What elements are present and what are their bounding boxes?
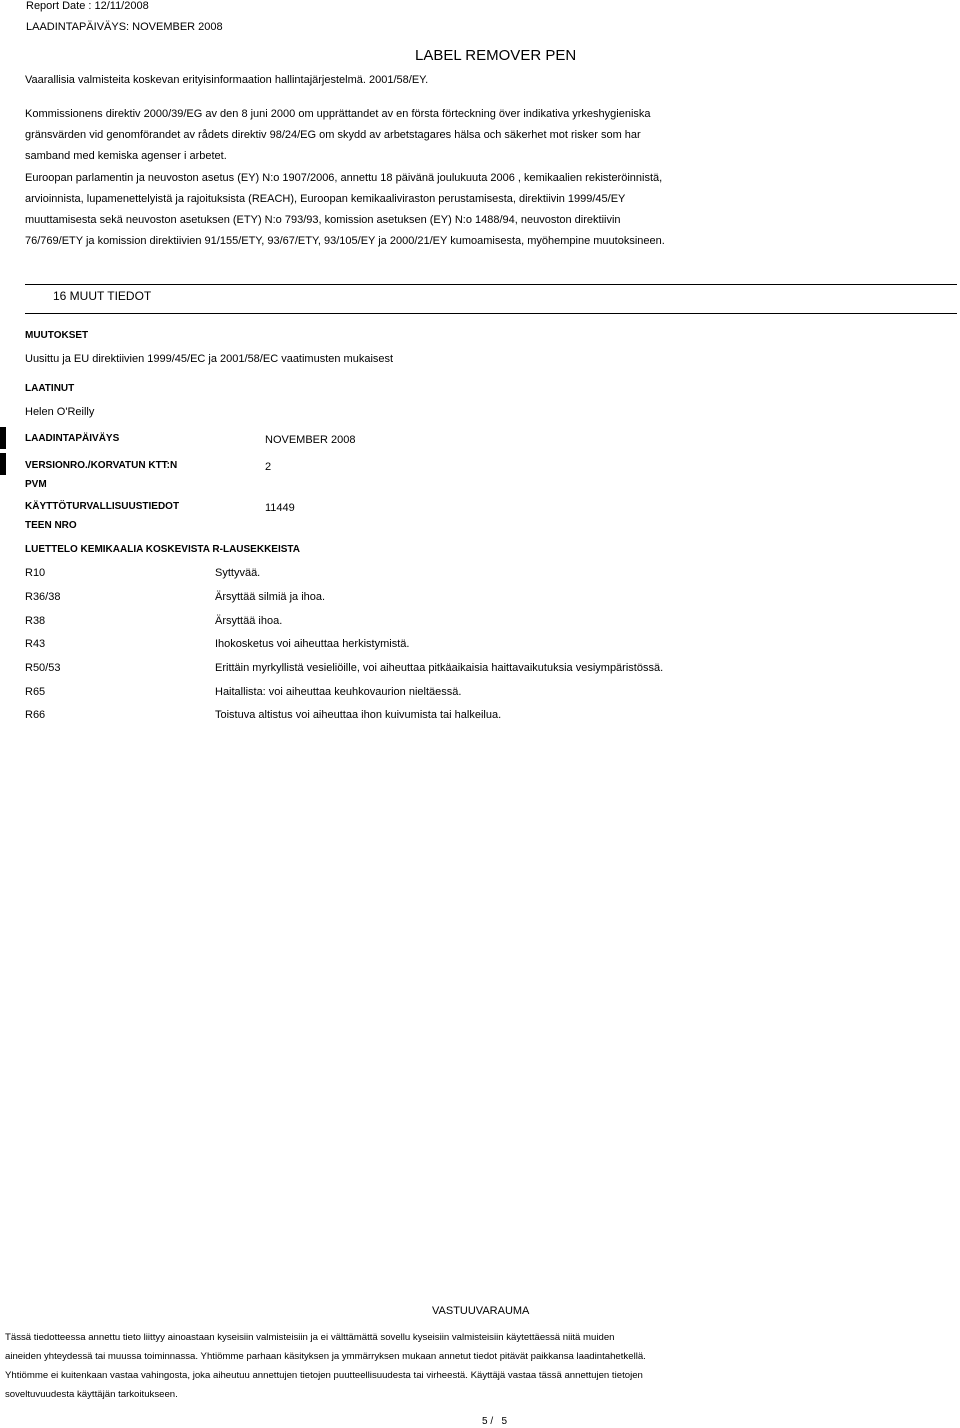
r-phrase-text: Haitallista: voi aiheuttaa keuhkovaurion nieltäessä.: [215, 686, 462, 698]
changes-text: Uusittu ja EU direktiivien 1999/45/EC ja 2001/58/EC vaatimusten mukaisest: [25, 353, 394, 365]
r-phrase-text: Ärsyttää ihoa.: [215, 615, 283, 627]
r-phrase-code: R36/38: [25, 591, 61, 603]
sds-number-label-line1: KÄYTTÖTURVALLISUUSTIEDOT: [25, 501, 180, 512]
version-label-line1: VERSIONRO./KORVATUN KTT:N: [25, 460, 178, 471]
r-phrase-text: Toistuva altistus voi aiheuttaa ihon kuivumista tai halkeilua.: [215, 709, 502, 721]
page-number: 5 / 5: [482, 1416, 508, 1427]
disclaimer-line: Tässä tiedotteessa annettu tieto liittyy ainoastaan kyseisiin valmisteisiin ja ei välttämättä sovellu kyseisiin valmisteisiin käytettäessä niitä muiden: [5, 1332, 615, 1343]
date-label: LAADINTAPÄIVÄYS: [25, 433, 120, 444]
version-label-line2: PVM: [25, 479, 47, 490]
regulation-line: Vaarallisia valmisteita koskevan erityisinformaation hallintajärjestelmä. 2001/58/EY.: [25, 74, 429, 86]
version-value: 2: [265, 461, 272, 473]
r-phrase-code: R65: [25, 686, 46, 698]
finnish-regulation-paragraph: Euroopan parlamentin ja neuvoston asetus (EY) N:o 1907/2006, annettu 18 päivänä joulukuuta 2006 , kemikaalien rekisteröinnistä, arvioinnista, lupamenettelyistä ja rajoituksista (REACH), Euroopan kemikaaliviraston perustamisesta, direktiivin 1999/45/EY muuttamisesta sekä neuvoston asetuksen (ETY) N:o 793/93, komission asetuksen (EY) N:o 1488/94, neuvoston direktiivin 76/769/ETY ja komission direktiivien 91/155/ETY, 93/67/ETY, 93/105/EY ja 2000/21/EY kumoamisesta, myöhempine muutoksineen.: [25, 172, 665, 247]
r-phrase-code: R43: [25, 638, 46, 650]
r-phrase-code: R38: [25, 615, 46, 627]
changes-label: MUUTOKSET: [25, 330, 89, 341]
date-value: NOVEMBER 2008: [265, 434, 356, 446]
disclaimer-line: Yhtiömme ei kuitenkaan vastaa vahingosta, joka aiheutuu annettujen tietojen puutteellisuudesta tai virheestä. Käyttäjä vastaa tässä annettujen tietojen: [5, 1370, 643, 1381]
r-phrase-code: R10: [25, 567, 46, 579]
disclaimer-title: VASTUUVARAUMA: [432, 1305, 530, 1317]
report-date: Report Date : 12/11/2008: [26, 0, 149, 12]
product-name: LABEL REMOVER PEN: [415, 47, 577, 64]
r-phrase-text: Ihokosketus voi aiheuttaa herkistymistä.: [215, 638, 410, 650]
section-title: 16 MUUT TIEDOT: [53, 289, 152, 303]
r-phrase-text: Syttyvää.: [215, 567, 261, 579]
revision-change-bar: [0, 427, 6, 449]
disclaimer-line: aineiden yhteydessä tai muussa toiminnassa. Yhtiömme parhaan käsityksen ja ymmärryksen mukaan annetut tiedot pitävät paikkansa laadintahetkellä.: [5, 1351, 646, 1362]
author-name: Helen O'Reilly: [25, 406, 95, 418]
swedish-directive-paragraph: Kommissionens direktiv 2000/39/EG av den 8 juni 2000 om upprättandet av en första förteckning över indikativa yrkeshygieniska gränsvärden vid genomförandet av rådets direktiv 98/24/EG om skydd av arbetstagares hälsa och säkerhet mot risker som har samband med kemiska agenser i arbetet.: [25, 108, 651, 162]
issue-date: LAADINTAPÄIVÄYS: NOVEMBER 2008: [26, 21, 223, 33]
r-phrase-text: Ärsyttää silmiä ja ihoa.: [215, 591, 326, 603]
sds-number-value: 11449: [265, 502, 295, 514]
r-phrase-code: R66: [25, 709, 46, 721]
author-label: LAATINUT: [25, 383, 75, 394]
sds-number-label-line2: TEEN NRO: [25, 520, 77, 531]
disclaimer-line: soveltuvuudesta käyttäjän tarkoitukseen.: [5, 1389, 178, 1400]
r-phrase-code: R50/53: [25, 662, 61, 674]
section-top-rule: [25, 284, 957, 285]
section-bottom-rule: [25, 313, 957, 314]
revision-change-bar: [0, 453, 6, 475]
r-phrase-list-title: LUETTELO KEMIKAALIA KOSKEVISTA R-LAUSEKKEISTA: [25, 544, 300, 555]
r-phrase-text: Erittäin myrkyllistä vesieliöille, voi aiheuttaa pitkäaikaisia haittavaikutuksia vesiympäristössä.: [215, 662, 664, 674]
